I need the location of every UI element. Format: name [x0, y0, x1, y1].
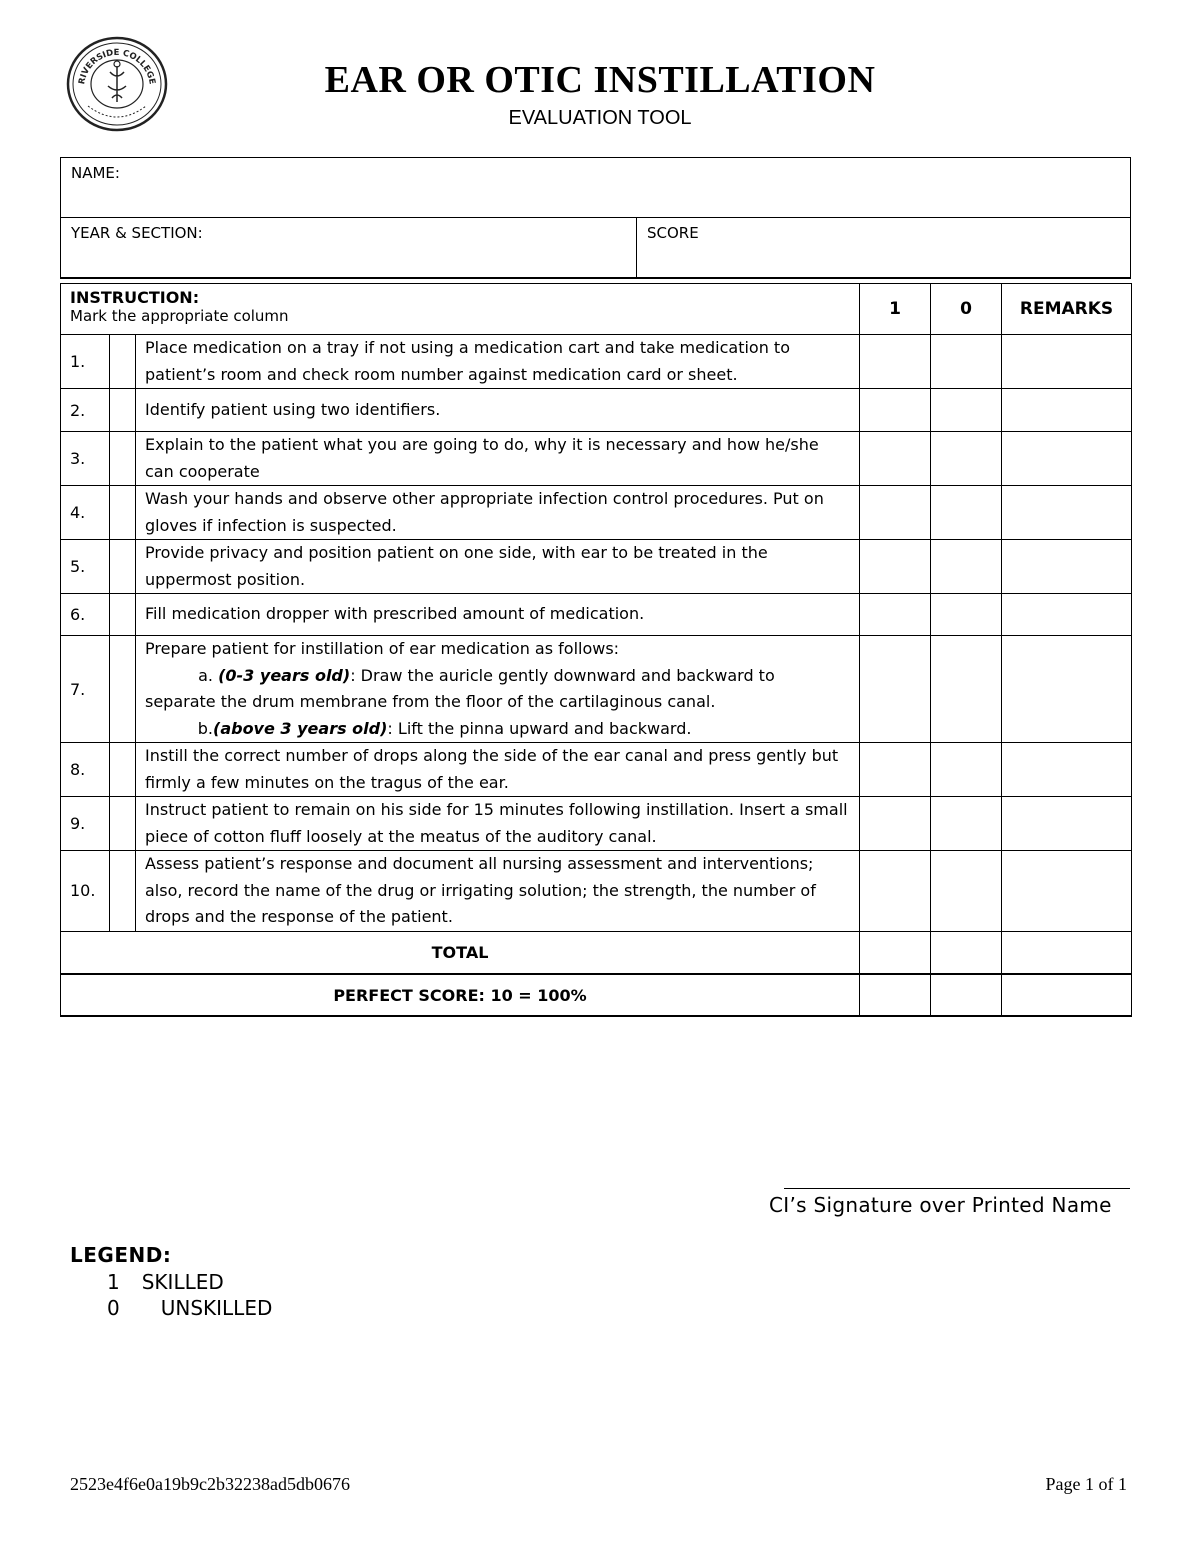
name-label: NAME: [71, 164, 120, 182]
step-number: 8. [61, 743, 110, 797]
legend-item-skilled [107, 1270, 224, 1294]
skilled-cell[interactable] [860, 432, 931, 486]
step-description: Wash your hands and observe other appropriate infection control procedures. Put on gloves if infection is suspected. [136, 486, 860, 540]
remarks-cell[interactable] [1002, 636, 1132, 743]
unskilled-cell[interactable] [931, 389, 1002, 432]
step-check-cell[interactable] [110, 389, 136, 432]
evaluation-table [60, 283, 1132, 1017]
step-number: 6. [61, 594, 110, 636]
table-header-row [61, 284, 1132, 335]
step-description: Fill medication dropper with prescribed amount of medication. [136, 594, 860, 636]
step-check-cell[interactable] [110, 743, 136, 797]
step-number: 2. [61, 389, 110, 432]
student-info-table [60, 157, 1131, 279]
table-row [61, 335, 1132, 389]
step-description: Identify patient using two identifiers. [136, 389, 860, 432]
unskilled-cell[interactable] [931, 486, 1002, 540]
svg-text:RIVERSIDE COLLEGE: RIVERSIDE COLLEGE [77, 47, 157, 86]
page-title: EAR OR OTIC INSTILLATION [324, 59, 876, 101]
remarks-cell[interactable] [1002, 594, 1132, 636]
remarks-cell[interactable] [1002, 797, 1132, 851]
table-row [61, 389, 1132, 432]
signature-label: CI’s Signature over Printed Name [769, 1193, 1112, 1217]
total-label: TOTAL [61, 931, 860, 974]
unskilled-cell[interactable] [931, 797, 1002, 851]
step-number: 5. [61, 540, 110, 594]
sub-a-continuation: separate the drum membrane from the floor of the cartilaginous canal. [145, 692, 716, 711]
perfect-skilled-cell[interactable] [860, 974, 931, 1016]
perfect-score-label: PERFECT SCORE: 10 = 100% [61, 974, 860, 1016]
instruction-title: INSTRUCTION: [70, 288, 200, 307]
skilled-cell[interactable] [860, 743, 931, 797]
perfect-score-row [61, 974, 1132, 1016]
sub-b-text: : Lift the pinna upward and backward. [387, 718, 692, 738]
step-7-sub-a [145, 663, 850, 690]
step-number: 3. [61, 432, 110, 486]
sub-b-letter: b. [197, 718, 213, 738]
step-description: Place medication on a tray if not using a medication cart and take medication to patient’s room and check room number against medication card or sheet. [136, 335, 860, 389]
unskilled-cell[interactable] [931, 851, 1002, 932]
score-label: SCORE [647, 224, 699, 242]
skilled-cell[interactable] [860, 540, 931, 594]
step-check-cell[interactable] [110, 636, 136, 743]
unskilled-cell[interactable] [931, 594, 1002, 636]
page-number: Page 1 of 1 [1045, 1474, 1127, 1494]
page-subtitle: EVALUATION TOOL [508, 107, 692, 129]
remarks-cell[interactable] [1002, 389, 1132, 432]
step-check-cell[interactable] [110, 594, 136, 636]
unskilled-cell[interactable] [931, 540, 1002, 594]
table-row [61, 636, 1132, 743]
legend-value: 0 [107, 1296, 120, 1320]
step-number: 9. [61, 797, 110, 851]
column-header-unskilled: 0 [931, 284, 1002, 335]
remarks-cell[interactable] [1002, 335, 1132, 389]
table-row [61, 797, 1132, 851]
perfect-unskilled-cell[interactable] [931, 974, 1002, 1016]
skilled-cell[interactable] [860, 594, 931, 636]
perfect-remarks-cell[interactable] [1002, 974, 1132, 1016]
total-skilled-cell[interactable] [860, 931, 931, 974]
score-field[interactable] [637, 218, 1131, 279]
total-remarks-cell[interactable] [1002, 931, 1132, 974]
step-number: 1. [61, 335, 110, 389]
instruction-cell [61, 284, 860, 335]
remarks-cell[interactable] [1002, 851, 1132, 932]
total-row [61, 931, 1132, 974]
sub-a-age: (0-3 years old) [218, 665, 351, 685]
legend-item-unskilled [107, 1296, 272, 1320]
step-check-cell[interactable] [110, 851, 136, 932]
signature-line[interactable] [784, 1188, 1130, 1189]
skilled-cell[interactable] [860, 851, 931, 932]
step-description: Assess patient’s response and document all nursing assessment and interventions; also, record the name of the drug or irrigating solution; the strength, the number of drops and the response of the patient. [136, 851, 860, 932]
step-description: Provide privacy and position patient on one side, with ear to be treated in the uppermost position. [136, 540, 860, 594]
skilled-cell[interactable] [860, 335, 931, 389]
step-check-cell[interactable] [110, 540, 136, 594]
legend-title: LEGEND: [70, 1243, 172, 1267]
year-section-field[interactable] [61, 218, 637, 279]
column-header-skilled: 1 [860, 284, 931, 335]
step-check-cell[interactable] [110, 486, 136, 540]
remarks-cell[interactable] [1002, 486, 1132, 540]
step-description [136, 636, 860, 743]
remarks-cell[interactable] [1002, 540, 1132, 594]
skilled-cell[interactable] [860, 797, 931, 851]
legend-label: SKILLED [141, 1270, 224, 1294]
legend-value: 1 [107, 1270, 120, 1294]
remarks-cell[interactable] [1002, 432, 1132, 486]
unskilled-cell[interactable] [931, 335, 1002, 389]
total-unskilled-cell[interactable] [931, 931, 1002, 974]
skilled-cell[interactable] [860, 636, 931, 743]
column-header-remarks: REMARKS [1002, 284, 1132, 335]
unskilled-cell[interactable] [931, 432, 1002, 486]
document-id: 2523e4f6e0a19b9c2b32238ad5db0676 [70, 1474, 350, 1494]
table-row [61, 540, 1132, 594]
step-number: 4. [61, 486, 110, 540]
step-number: 7. [61, 636, 110, 743]
table-row [61, 851, 1132, 932]
table-row [61, 743, 1132, 797]
step-description: Instill the correct number of drops along the side of the ear canal and press gently but firmly a few minutes on the tragus of the ear. [136, 743, 860, 797]
step-number: 10. [61, 851, 110, 932]
table-row [61, 594, 1132, 636]
unskilled-cell[interactable] [931, 636, 1002, 743]
step-description: Instruct patient to remain on his side for 15 minutes following instillation. Insert a small piece of cotton fluff loosely at the meatus of the auditory canal. [136, 797, 860, 851]
step-7-intro: Prepare patient for instillation of ear medication as follows: [145, 639, 620, 658]
sub-a-text: : Draw the auricle gently downward and backward to [350, 665, 775, 685]
step-check-cell[interactable] [110, 797, 136, 851]
step-description: Explain to the patient what you are going to do, why it is necessary and how he/she can cooperate [136, 432, 860, 486]
instruction-text: Mark the appropriate column [70, 307, 289, 325]
legend-label: UNSKILLED [160, 1296, 273, 1320]
step-7-sub-b [145, 716, 850, 743]
step-check-cell[interactable] [110, 432, 136, 486]
unskilled-cell[interactable] [931, 743, 1002, 797]
skilled-cell[interactable] [860, 389, 931, 432]
table-row [61, 432, 1132, 486]
sub-b-age: (above 3 years old) [213, 718, 388, 738]
skilled-cell[interactable] [860, 486, 931, 540]
sub-a-letter: a. [198, 665, 213, 685]
name-field[interactable] [61, 158, 1131, 218]
year-section-label: YEAR & SECTION: [71, 224, 203, 242]
step-check-cell[interactable] [110, 335, 136, 389]
table-row [61, 486, 1132, 540]
remarks-cell[interactable] [1002, 743, 1132, 797]
